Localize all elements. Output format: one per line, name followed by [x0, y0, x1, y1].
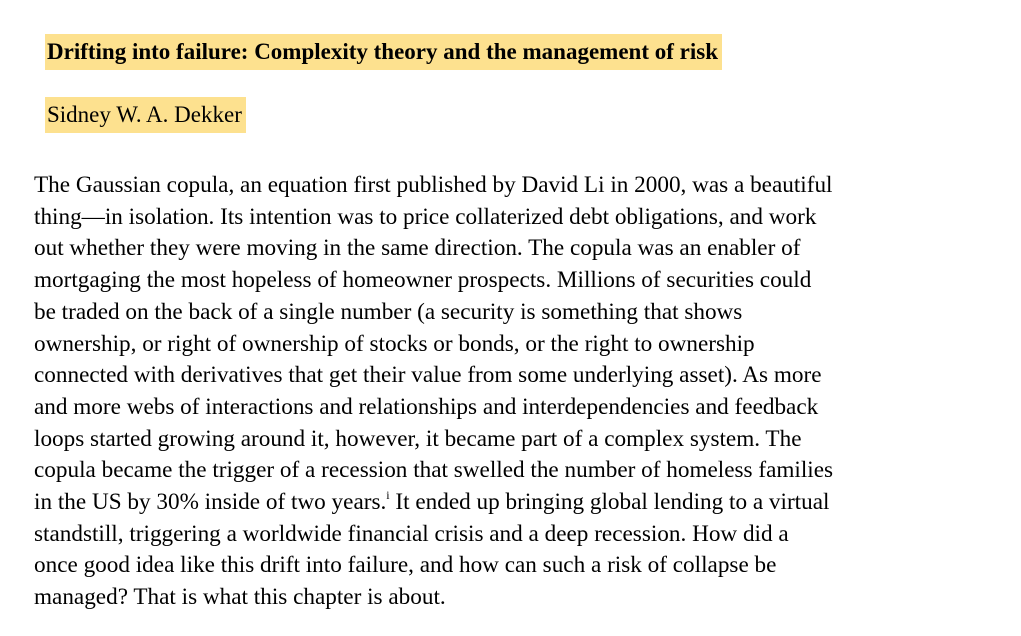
footnote-marker[interactable]: i — [386, 488, 390, 503]
paragraph-line-with-footnote — [34, 487, 1004, 519]
paragraph-line: mortgaging the most hopeless of homeowner prospects. Millions of securities could — [34, 267, 812, 294]
paragraph-line: ownership, or right of ownership of stocks or bonds, or the right to ownership — [34, 330, 755, 357]
body-paragraph — [34, 170, 1004, 614]
paragraph-line: managed? That is what this chapter is about. — [34, 584, 446, 611]
footnote-line-end: It ended up bringing global lending to a virtual — [389, 489, 830, 516]
paragraph-line: thing—in isolation. Its intention was to price collaterized debt obligations, and work — [34, 203, 817, 230]
paragraph-line: The Gaussian copula, an equation first published by David Li in 2000, was a beautiful — [34, 172, 833, 198]
paragraph-line: out whether they were moving in the same direction. The copula was an enabler of — [34, 235, 801, 262]
paragraph-line: copula became the trigger of a recession that swelled the number of homeless families — [34, 457, 834, 484]
document-author: Sidney W. A. Dekker — [45, 97, 246, 133]
footnote-line-start: in the US by 30% inside of two years. — [34, 489, 387, 516]
paragraph-line: once good idea like this drift into failure, and how can such a risk of collapse be — [34, 552, 777, 579]
document-title: Drifting into failure: Complexity theory and the management of risk — [45, 34, 722, 70]
paragraph-line: loops started growing around it, however, it became part of a complex system. The — [34, 425, 802, 452]
paragraph-line: and more webs of interactions and relationships and interdependencies and feedback — [34, 393, 819, 420]
paragraph-line: be traded on the back of a single number (a security is something that shows — [34, 298, 743, 325]
paragraph-line: standstill, triggering a worldwide financial crisis and a deep recession. How did a — [34, 520, 789, 547]
paragraph-line: connected with derivatives that get their value from some underlying asset). As more — [34, 362, 822, 389]
